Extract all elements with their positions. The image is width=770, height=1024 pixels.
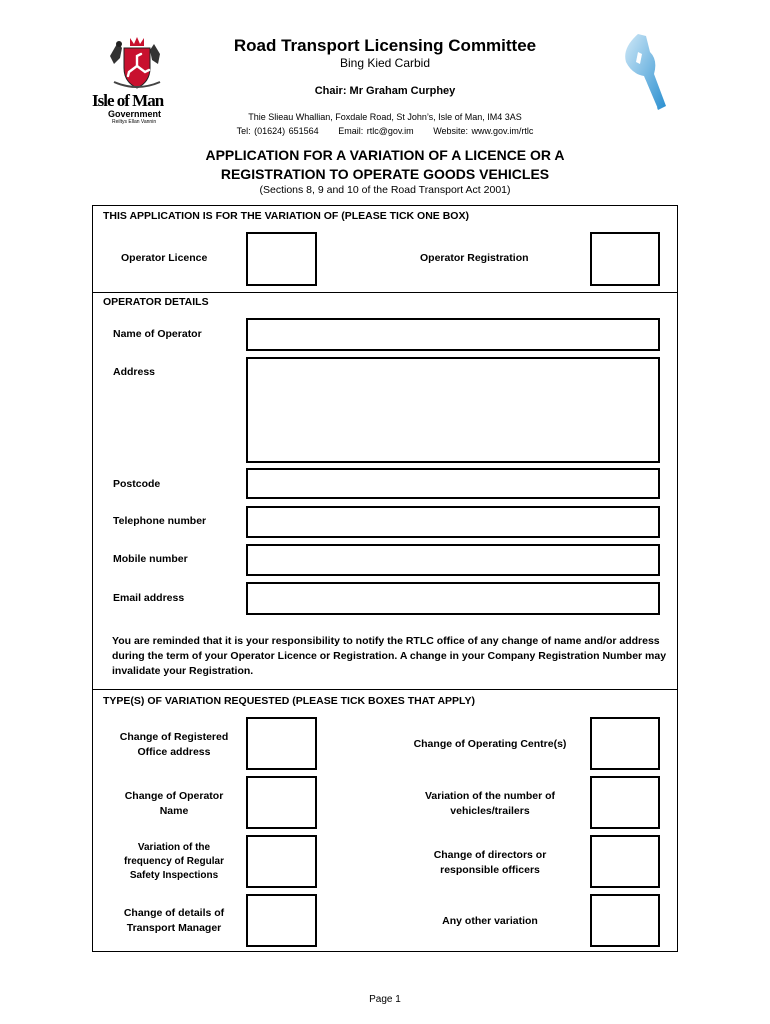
reminder-note: You are reminded that it is your responsibility to notify the RTLC office of any change of name and/or address during the term of your Operator Licence or Registration. A change in your Company Registration Number may invalidate your Registration. bbox=[112, 635, 667, 677]
name-of-operator-label: Name of Operator bbox=[113, 328, 202, 340]
document-title bbox=[120, 146, 650, 184]
directors-label-line1: Change of directors or bbox=[433, 849, 547, 861]
address-label: Address bbox=[113, 366, 156, 378]
safety-inspections-label-line2: frequency of Regular bbox=[123, 856, 225, 867]
document-subtitle: (Sections 8, 9 and 10 of the Road Transport Act 2001) bbox=[259, 184, 511, 196]
telephone-label: Telephone number bbox=[113, 515, 207, 527]
name-of-operator-field[interactable] bbox=[246, 318, 660, 351]
address-field[interactable] bbox=[246, 357, 660, 463]
operator-name-label-line1: Change of Operator bbox=[124, 790, 224, 802]
operating-centres-checkbox[interactable] bbox=[590, 717, 660, 770]
safety-inspections-checkbox[interactable] bbox=[246, 835, 317, 888]
transport-manager-label bbox=[100, 906, 248, 936]
directors-label bbox=[380, 848, 600, 878]
committee-subtitle: Bing Kied Carbid bbox=[339, 56, 431, 70]
operator-registration-checkbox[interactable] bbox=[590, 232, 660, 286]
transport-manager-label-line2: Transport Manager bbox=[126, 922, 222, 934]
email-link[interactable]: Email: rtlc@gov.im bbox=[338, 126, 414, 136]
committee-title: Road Transport Licensing Committee bbox=[233, 36, 537, 55]
divider-2 bbox=[92, 689, 678, 690]
vehicles-checkbox[interactable] bbox=[590, 776, 660, 829]
postcode-label: Postcode bbox=[113, 478, 161, 490]
transport-manager-label-line1: Change of details of bbox=[123, 907, 225, 919]
operator-licence-label: Operator Licence bbox=[121, 252, 208, 264]
operator-name-label bbox=[100, 789, 248, 819]
logo-subtext-gaelic: Reiltys Ellan Vannin bbox=[112, 119, 157, 125]
rtlc-emblem bbox=[610, 30, 680, 112]
email-field[interactable] bbox=[246, 582, 660, 615]
document-title-line2: REGISTRATION TO OPERATE GOODS VEHICLES bbox=[220, 166, 550, 182]
operator-registration-label: Operator Registration bbox=[420, 252, 529, 264]
operating-centres-label: Change of Operating Centre(s) bbox=[413, 738, 567, 750]
email-label: Email address bbox=[113, 592, 185, 604]
registered-office-checkbox[interactable] bbox=[246, 717, 317, 770]
operator-name-checkbox[interactable] bbox=[246, 776, 317, 829]
telephone-field[interactable] bbox=[246, 506, 660, 538]
vehicles-label-line2: vehicles/trailers bbox=[450, 805, 530, 817]
mobile-field[interactable] bbox=[246, 544, 660, 576]
vehicles-label bbox=[380, 789, 600, 819]
contact-line bbox=[150, 126, 620, 136]
registered-office-label-line2: Office address bbox=[137, 746, 211, 758]
postcode-field[interactable] bbox=[246, 468, 660, 499]
operator-licence-checkbox[interactable] bbox=[246, 232, 317, 286]
page-number: Page 1 bbox=[369, 994, 401, 1005]
safety-inspections-label-line3: Safety Inspections bbox=[129, 870, 219, 881]
website-link[interactable]: Website: www.gov.im/rtlc bbox=[433, 126, 534, 136]
variation-of-heading: THIS APPLICATION IS FOR THE VARIATION OF (PLEASE TICK ONE BOX) bbox=[103, 210, 469, 222]
directors-checkbox[interactable] bbox=[590, 835, 660, 888]
transport-manager-checkbox[interactable] bbox=[246, 894, 317, 947]
logo-text: Isle of Man bbox=[92, 91, 164, 110]
rtlc-logo-icon bbox=[610, 30, 680, 112]
other-variation-checkbox[interactable] bbox=[590, 894, 660, 947]
logo-subtext: Government bbox=[108, 109, 162, 119]
mobile-label: Mobile number bbox=[113, 553, 188, 565]
other-variation-label: Any other variation bbox=[442, 915, 538, 927]
vehicles-label-line1: Variation of the number of bbox=[424, 790, 556, 802]
document-title-line1: APPLICATION FOR A VARIATION OF A LICENCE OR A bbox=[205, 147, 565, 163]
registered-office-label-line1: Change of Registered bbox=[119, 731, 229, 743]
safety-inspections-label bbox=[100, 841, 248, 883]
chair-line: Chair: Mr Graham Curphey bbox=[314, 85, 456, 97]
divider-1 bbox=[92, 292, 678, 293]
address-line: Thie Slieau Whallian, Foxdale Road, St John’s, Isle of Man, IM4 3AS bbox=[248, 112, 522, 122]
safety-inspections-label-line1: Variation of the bbox=[137, 842, 211, 853]
registered-office-label bbox=[100, 730, 248, 760]
telephone-text: Tel: (01624) 651564 bbox=[236, 126, 319, 136]
directors-label-line2: responsible officers bbox=[440, 864, 540, 876]
operator-name-label-line2: Name bbox=[159, 805, 189, 817]
variation-types-heading: TYPE(S) OF VARIATION REQUESTED (PLEASE TICK BOXES THAT APPLY) bbox=[103, 695, 476, 707]
operator-details-heading: OPERATOR DETAILS bbox=[103, 296, 209, 308]
